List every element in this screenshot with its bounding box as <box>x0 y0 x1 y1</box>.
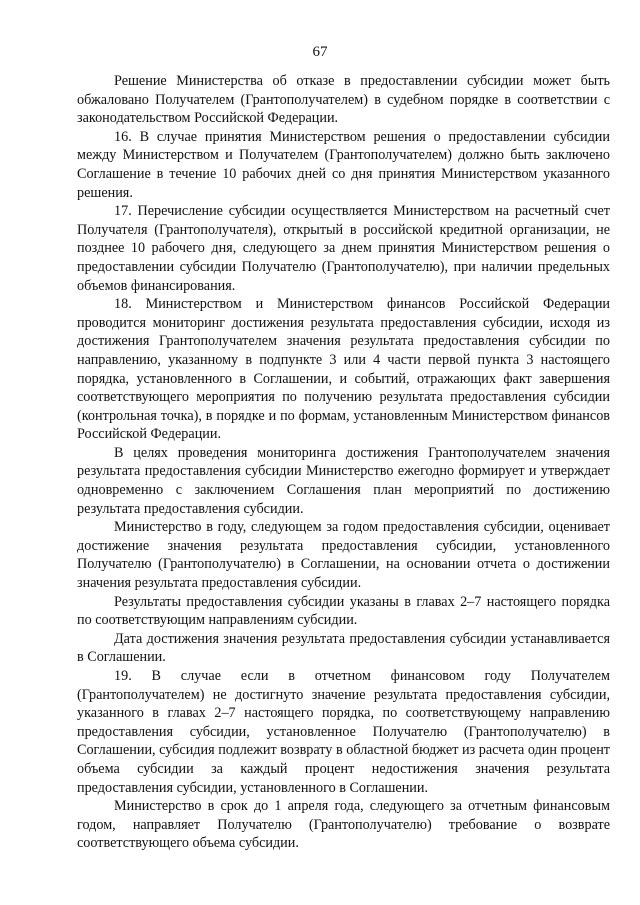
paragraph-16-agreement: 16. В случае принятия Министерством решения о предоставлении субсидии между Министерством и Получателем (Грантополучателем) должно быть заключено Соглашение в течение 10 рабочих дней со дня принятия Министерством указанного решения. <box>77 128 610 201</box>
paragraph-17-transfer: 17. Перечисление субсидии осуществляется Министерством на расчетный счет Получателя (Грантополучателя), открытый в российской кредитной организации, не позднее 10 рабочего дня, следующего за днем принятия Министерством решения о предоставлении субсидии Получателю (Грантополучателю), при наличии предельных объемов финансирования. <box>77 203 610 294</box>
paragraph-appeal-decision: Решение Министерства об отказе в предоставлении субсидии может быть обжаловано Получателем (Грантополучателем) в судебном порядке в соответствии с законодательством Российской Федерации. <box>77 73 610 127</box>
paragraph-refund-demand: Министерство в срок до 1 апреля года, следующего за отчетным финансовым годом, направляет Получателю (Грантополучателю) требование о возврате соответствующего объема субсидии. <box>77 798 610 852</box>
page-number: 67 <box>312 44 328 60</box>
paragraph-19-refund: 19. В случае если в отчетном финансовом году Получателем (Грантополучателем) не достигнуто значение результата предоставления субсидии, указанного в главах 2–7 настоящего порядка, по соответствующему направлению предоставления субсидии, установленное Получателю (Грантополучателю) в Соглашении, субсидия подлежит возврату в областной бюджет из расчета один процент объема субсидии за каждый процент недостижения значения результата предоставления субсидии, установленного в Соглашении. <box>77 668 610 796</box>
paragraph-evaluation: Министерство в году, следующем за годом предоставления субсидии, оценивает достижение значения результата предоставления субсидии, установленного Получателю (Грантополучателю) в Соглашении, на основании отчета о достижении значения результата предоставления субсидии. <box>77 519 610 592</box>
paragraph-results-location: Результаты предоставления субсидии указаны в главах 2–7 настоящего порядка по соответствующим направлениям субсидии. <box>77 593 610 629</box>
paragraph-achievement-date: Дата достижения значения результата предоставления субсидии устанавливается в Соглашении. <box>77 630 610 666</box>
document-body <box>77 72 610 853</box>
paragraph-monitoring-plan: В целях проведения мониторинга достижения Грантополучателем значения результата предоставления субсидии Министерство ежегодно формирует и утверждает одновременно с заключением Соглашения план мероприятий по достижению результата предоставления субсидии. <box>77 444 610 517</box>
paragraph-18-monitoring: 18. Министерством и Министерством финансов Российской Федерации проводится мониторинг достижения результата предоставления субсидии, исходя из достижения Грантополучателем значения результата предоставления субсидии по направлению, указанному в подпункте 3 или 4 части первой пункта 3 настоящего порядка, установленного в Соглашении, и событий, отражающих факт завершения соответствующего мероприятия по получению результата предоставления субсидии (контрольная точка), в порядке и по формам, установленным Министерством финансов Российской Федерации. <box>77 296 610 443</box>
